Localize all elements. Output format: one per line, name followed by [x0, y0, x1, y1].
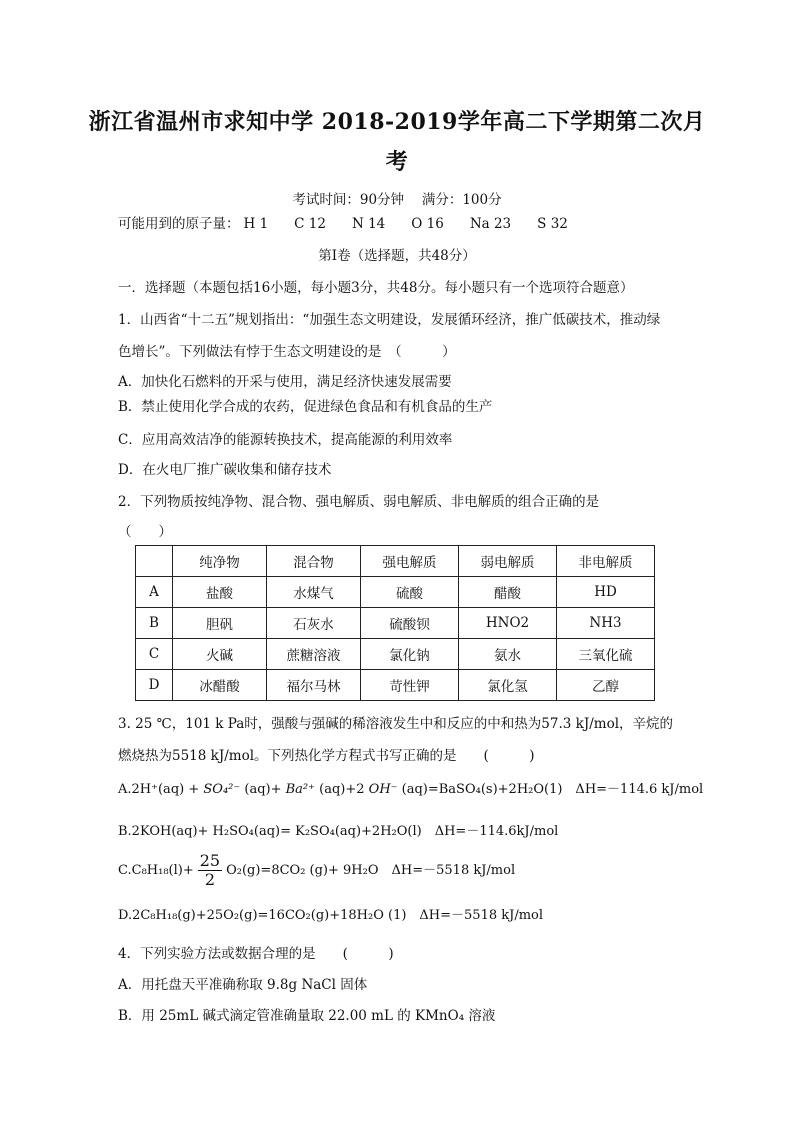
q1-option-a: A．加快化石燃料的开采与使用，满足经济快速发展需要: [118, 374, 452, 390]
table-header-cell: 混合物: [267, 546, 361, 577]
table-cell: 盐酸: [173, 577, 267, 608]
table-cell: 蔗糖溶液: [267, 639, 361, 670]
table-cell: HNO2: [459, 608, 557, 639]
q2-options-table: [135, 545, 655, 701]
q3-option-d: D.2C₈H₁₈(g)+25O₂(g)=16CO₂(g)+18H₂O (1) ΔH=－5518 kJ/mol: [118, 908, 544, 923]
q4-option-b: B．用 25mL 碱式滴定管准确量取 22.00 mL 的 KMnO₄ 溶液: [118, 1008, 496, 1024]
q1-stem-line2: 色增长”。下列做法有悖于生态文明建设的是 （ ）: [118, 344, 456, 360]
part1-title: 第Ⅰ卷（选择题，共48分）: [318, 248, 476, 264]
q3-option-a-mid2: (aq)+2: [315, 782, 369, 797]
q3-option-c-prefix: C.C₈H₁₈(l)+: [118, 863, 194, 878]
table-cell: 氯化氢: [459, 670, 557, 701]
table-cell: 石灰水: [267, 608, 361, 639]
table-cell: C: [136, 639, 173, 670]
table-cell: 三氧化硫: [557, 639, 655, 670]
table-cell: 胆矾: [173, 608, 267, 639]
q3-option-a-suffix: (aq)=BaSO₄(s)+2H₂O(1) ΔH=－114.6 kJ/mol: [397, 782, 704, 797]
hydroxide-ion: OH⁻: [368, 782, 398, 797]
q3-stem-line1: 3. 25 ℃，101 k Pa时，强酸与强碱的稀溶液发生中和反应的中和热为57.3 kJ/mol，辛烷的: [118, 716, 674, 732]
q3-option-b: B.2KOH(aq)+ H₂SO₄(aq)= K₂SO₄(aq)+2H₂O(l) ΔH=－114.6kJ/mol: [118, 824, 559, 839]
q3-option-a: [118, 778, 703, 797]
table-header-cell: [136, 546, 173, 577]
q4-stem: 4．下列实验方法或数据合理的是 ( ): [118, 946, 394, 962]
table-cell: HD: [557, 577, 655, 608]
q4-option-a: A．用托盘天平准确称取 9.8g NaCl 固体: [118, 977, 368, 993]
q1-option-d: D．在火电厂推广碳收集和储存技术: [118, 462, 332, 478]
table-header-row: [136, 546, 655, 577]
table-cell: 氨水: [459, 639, 557, 670]
exam-title-line1: 浙江省温州市求知中学 2018-2019学年高二下学期第二次月: [88, 109, 706, 135]
table-cell: B: [136, 608, 173, 639]
table-cell: NH3: [557, 608, 655, 639]
table-cell: A: [136, 577, 173, 608]
table-header-cell: 强电解质: [361, 546, 459, 577]
atom-h: H 1: [243, 216, 269, 232]
table-cell: 火碱: [173, 639, 267, 670]
table-cell: D: [136, 670, 173, 701]
q1-stem-line1: 1．山西省“十二五”规划指出：“加强生态文明建设，发展循环经济，推广低碳技术，推动绿: [118, 312, 661, 328]
table-cell: 水煤气: [267, 577, 361, 608]
fraction-numerator: 25: [199, 851, 221, 870]
table-row: [136, 577, 655, 608]
table-row: [136, 608, 655, 639]
sulfate-ion: SO₄²⁻: [203, 782, 241, 797]
exam-title-line2: 考: [385, 149, 409, 175]
q2-stem-line2: （ ）: [118, 524, 172, 540]
q3-option-a-prefix: A.2H⁺(aq) +: [118, 782, 204, 797]
table-header-cell: 纯净物: [173, 546, 267, 577]
q3-option-c: [118, 852, 515, 889]
q2-stem-line1: 2．下列物质按纯净物、混合物、强电解质、弱电解质、非电解质的组合正确的是: [118, 494, 600, 510]
table-header-cell: 非电解质: [557, 546, 655, 577]
table-cell: 福尔马林: [267, 670, 361, 701]
table-cell: 醋酸: [459, 577, 557, 608]
table-row: [136, 639, 655, 670]
exam-info: 考试时间：90分钟 满分：100分: [292, 192, 502, 208]
table-cell: 苛性钾: [361, 670, 459, 701]
atom-n: N 14: [351, 216, 386, 232]
q3-stem-line2: 燃烧热为5518 kJ/mol。下列热化学方程式书写正确的是 ( ): [118, 748, 535, 764]
table-cell: 硫酸: [361, 577, 459, 608]
atom-s: S 32: [537, 216, 568, 232]
section1-heading: 一．选择题（本题包括16小题，每小题3分，共48分。每小题只有一个选项符合题意）: [118, 280, 634, 296]
table-cell: 冰醋酸: [173, 670, 267, 701]
atomic-masses-label: 可能用到的原子量：: [118, 216, 240, 232]
barium-ion: Ba²⁺: [285, 782, 315, 797]
table-cell: 氯化钠: [361, 639, 459, 670]
table-cell: 硫酸钡: [361, 608, 459, 639]
atomic-masses: [118, 212, 594, 232]
atom-o: O 16: [411, 216, 444, 232]
q1-option-b: B．禁止使用化学合成的农药，促进绿色食品和有机食品的生产: [118, 399, 493, 415]
fraction: [198, 852, 222, 889]
q1-option-c: C．应用高效洁净的能源转换技术，提高能源的利用效率: [118, 432, 453, 448]
table-header-cell: 弱电解质: [459, 546, 557, 577]
atom-na: Na 23: [469, 216, 512, 232]
q3-option-a-mid1: (aq)+: [240, 782, 286, 797]
table-cell: 乙醇: [557, 670, 655, 701]
table-row: [136, 670, 655, 701]
fraction-denominator: 2: [204, 870, 215, 889]
atom-c: C 12: [294, 216, 326, 232]
q3-option-c-suffix: O₂(g)=8CO₂ (g)+ 9H₂O ΔH=－5518 kJ/mol: [226, 863, 516, 878]
